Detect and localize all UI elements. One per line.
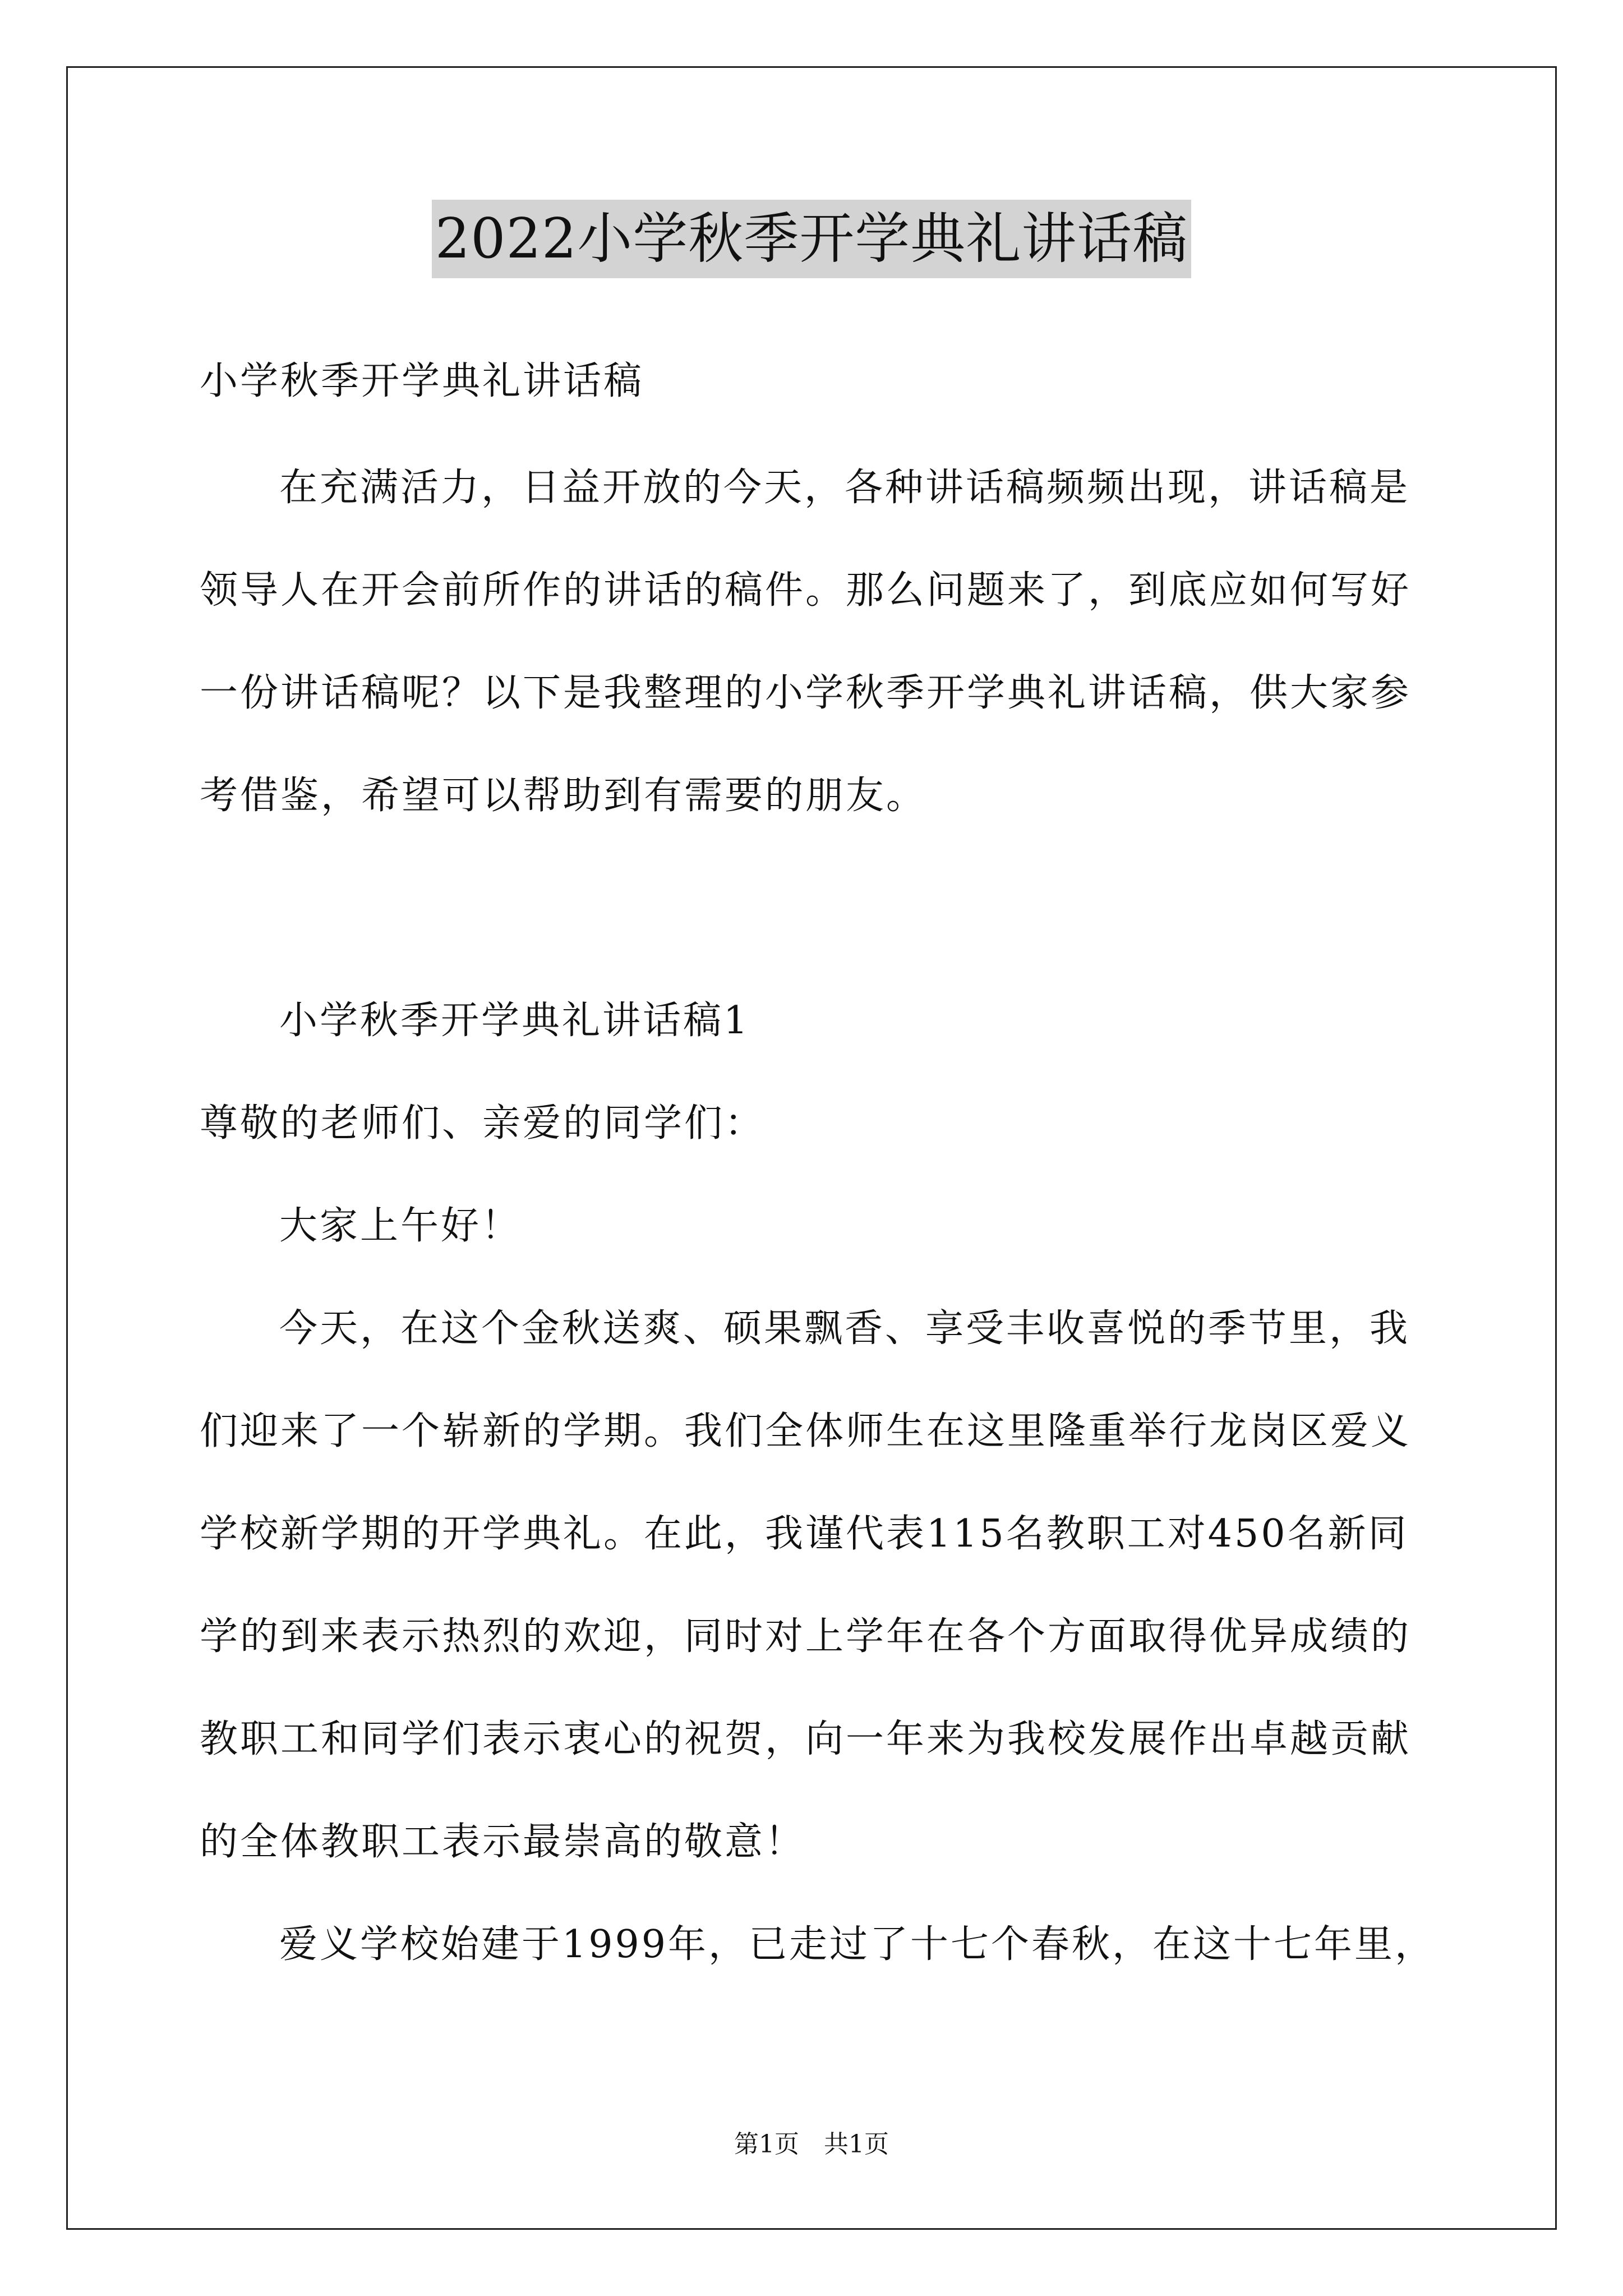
body-line-3: 学校新学期的开学典礼。在此，我谨代表115名教职工对450名新同 — [200, 1512, 1409, 1556]
intro-line-3: 一份讲话稿呢？以下是我整理的小学秋季开学典礼讲话稿，供大家参 — [200, 671, 1412, 715]
page-total: 共1页 — [824, 2130, 889, 2159]
body-line-6: 的全体教职工表示最崇高的敬意！ — [200, 1820, 806, 1864]
body-line-1: 今天，在这个金秋送爽、硕果飘香、享受丰收喜悦的季节里，我 — [279, 1306, 1410, 1351]
intro-line-1: 在充满活力，日益开放的今天，各种讲话稿频频出现，讲话稿是 — [279, 466, 1410, 510]
title-container — [0, 200, 1623, 278]
greeting: 大家上午好！ — [279, 1204, 522, 1248]
body-line-7: 爱义学校始建于1999年，已走过了十七个春秋，在这十七年里， — [279, 1922, 1436, 1967]
subtitle: 小学秋季开学典礼讲话稿 — [200, 359, 644, 403]
body-line-2: 们迎来了一个崭新的学期。我们全体师生在这里隆重举行龙岗区爱义 — [200, 1409, 1412, 1453]
intro-line-2: 领导人在开会前所作的讲话的稿件。那么问题来了，到底应如何写好 — [200, 568, 1412, 613]
section-heading: 小学秋季开学典礼讲话稿1 — [279, 999, 750, 1043]
body-line-4: 学的到来表示热烈的欢迎，同时对上学年在各个方面取得优异成绩的 — [200, 1614, 1412, 1659]
document-title: 2022小学秋季开学典礼讲话稿 — [432, 200, 1191, 278]
page-number: 第1页 — [734, 2130, 799, 2159]
body-line-5: 教职工和同学们表示衷心的祝贺，向一年来为我校发展作出卓越贡献 — [200, 1717, 1412, 1761]
page-footer — [0, 2128, 1623, 2161]
salutation: 尊敬的老师们、亲爱的同学们： — [200, 1101, 766, 1145]
intro-line-4: 考借鉴，希望可以帮助到有需要的朋友。 — [200, 774, 927, 818]
